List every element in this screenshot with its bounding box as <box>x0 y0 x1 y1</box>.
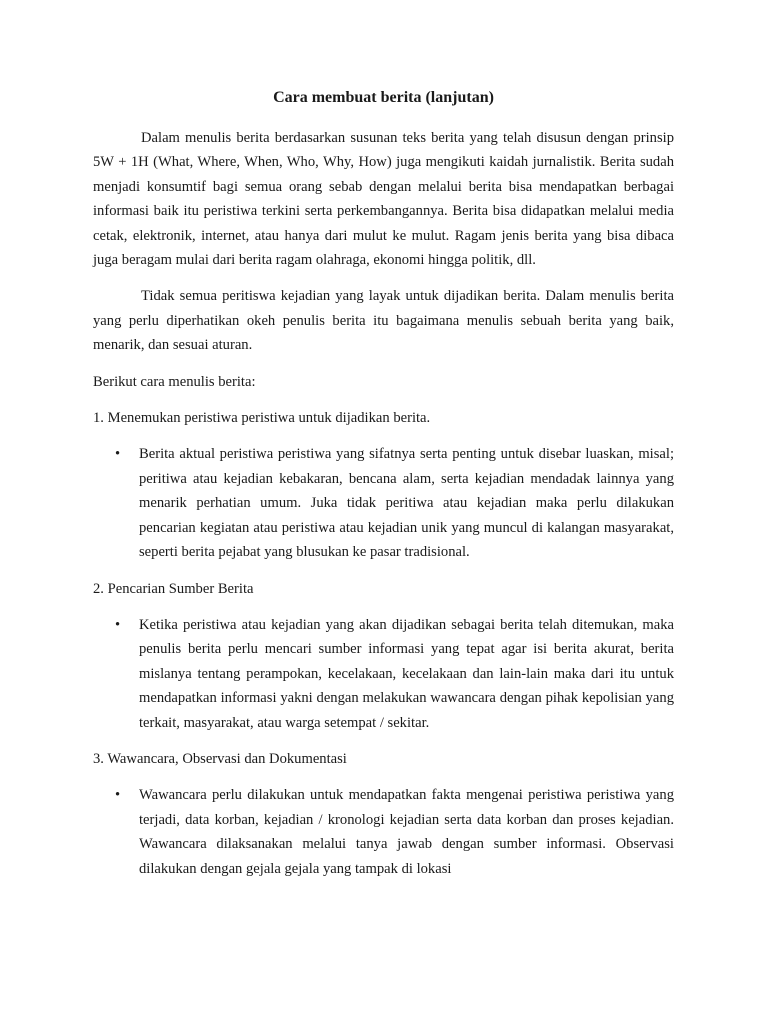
bullet-text: Wawancara perlu dilakukan untuk mendapatkan fakta mengenai peristiwa peristiwa yang terjadi, data korban, kejadian / kronologi kejadian serta data korban dan proses kejadian. Wawancara dilaksanakan melalui tanya jawab dengan sumber informasi. Observasi dilakukan dengan gejala gejala yang tampak di lokasi <box>139 787 674 877</box>
section-heading-1: 1. Menemukan peristiwa peristiwa untuk dijadikan berita. <box>93 410 431 427</box>
list-item <box>93 442 674 564</box>
section-heading-2: 2. Pencarian Sumber Berita <box>93 580 254 597</box>
bullet-list-1 <box>93 442 674 564</box>
bullet-text: Ketika peristiwa atau kejadian yang akan dijadikan sebagai berita telah ditemukan, maka penulis berita perlu mencari sumber informasi yang tepat agar isi berita akurat, berita mislanya tentang perampokan, kecelakaan, kecelakaan dan lain-lain maka dari itu untuk mendapatkan informasi yakni dengan melakukan wawancara dengan pihak kepolisian yang terkait, masyarakat, atau warga setempat / sekitar. <box>139 616 674 731</box>
section-heading-3: 3. Wawancara, Observasi dan Dokumentasi <box>93 750 347 767</box>
list-item <box>93 783 674 881</box>
paragraph-second: Tidak semua peritiswa kejadian yang layak untuk dijadikan berita. Dalam menulis berita yang perlu diperhatikan okeh penulis berita itu bagaimana menulis sebuah berita yang baik, menarik, dan sesuai aturan. <box>93 288 674 354</box>
bullet-icon: • <box>115 787 121 804</box>
bullet-icon: • <box>115 616 121 633</box>
bullet-text: Berita aktual peristiwa peristiwa yang sifatnya serta penting untuk disebar luaskan, misal; peritiwa atau kejadian kebakaran, bencana alam, serta kejadian mendadak lainnya yang menarik perhatian umum. Juka tidak peritiwa atau kejadian maka perlu dilakukan pencarian kegiatan atau peristiwa atau kejadian unik yang muncul di kalangan masyarakat, seperti berita pejabat yang blusukan ke pasar tradisional. <box>139 446 674 561</box>
bullet-icon: • <box>115 446 121 463</box>
intro-line: Berikut cara menulis berita: <box>93 373 256 390</box>
bullet-list-3 <box>93 783 674 881</box>
document-title: Cara membuat berita (lanjutan) <box>273 89 494 106</box>
bullet-list-2 <box>93 613 674 735</box>
document-body <box>93 86 674 893</box>
paragraph-intro: Dalam menulis berita berdasarkan susunan teks berita yang telah disusun dengan prinsip 5W + 1H (What, Where, When, Who, Why, How) juga mengikuti kaidah jurnalistik. Berita sudah menjadi konsumtif bagi semua orang sebab dengan melalui berita bisa mendapatkan berbagai informasi baik itu peristiwa terkini serta perkembangannya. Berita bisa didapatkan melalui media cetak, elektronik, internet, atau hanya dari mulut ke mulut. Ragam jenis berita yang bisa dibaca juga beragam mulai dari berita ragam olahraga, ekonomi hingga politik, dll. <box>93 130 674 269</box>
list-item <box>93 613 674 735</box>
